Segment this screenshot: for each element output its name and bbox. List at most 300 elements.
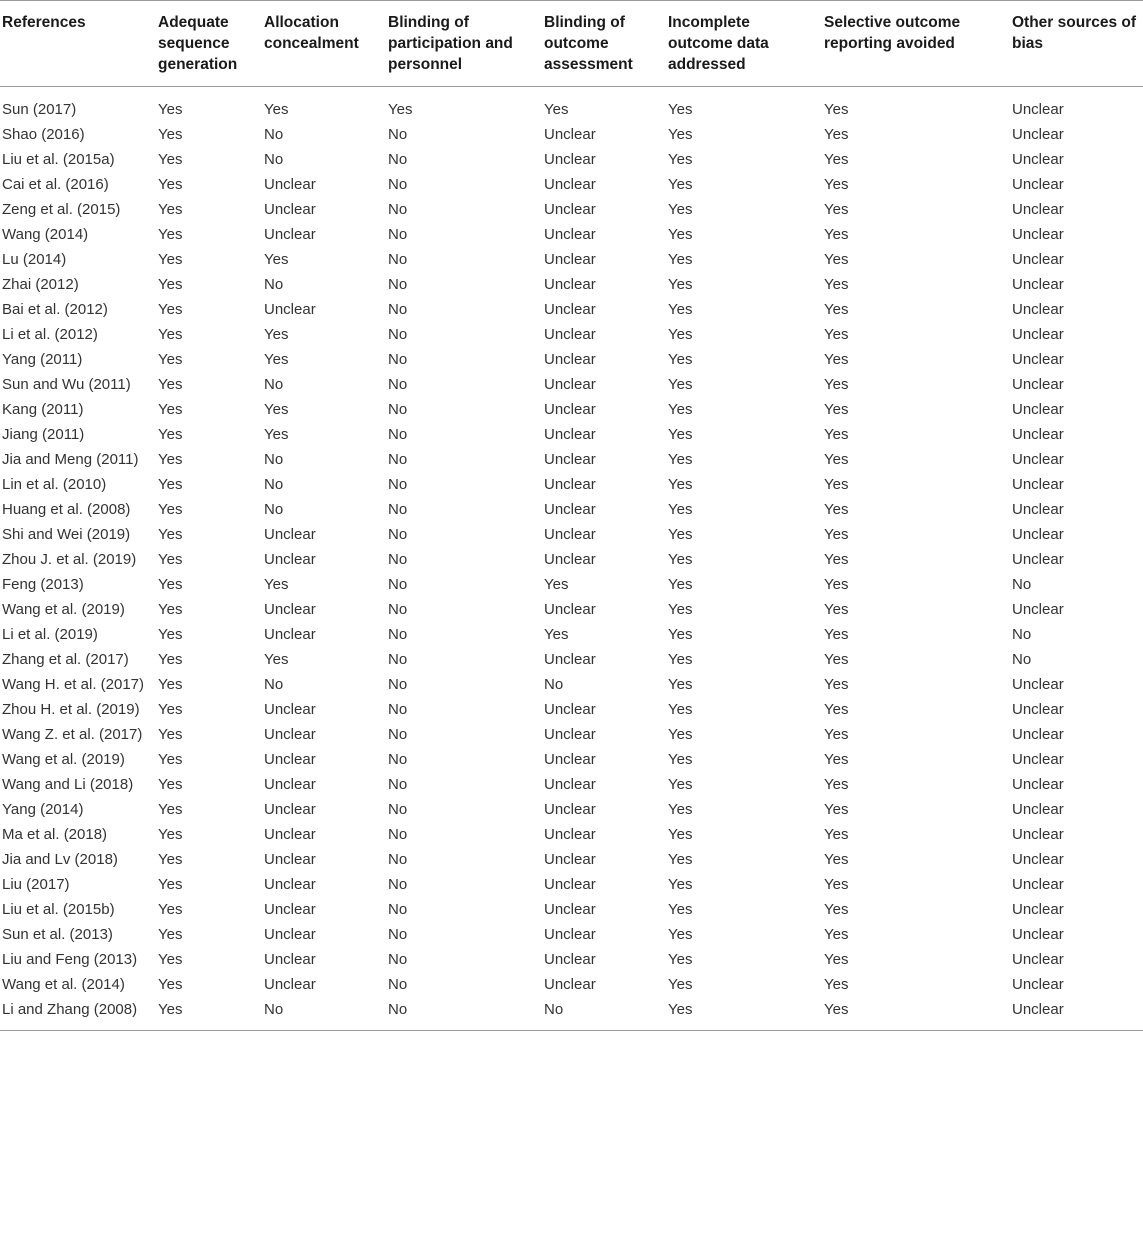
assessment-cell: Yes xyxy=(824,301,849,318)
table-row xyxy=(0,297,1143,322)
reference-cell: Wang et al. (2014) xyxy=(2,976,125,993)
column-header: References xyxy=(0,1,156,87)
assessment-cell: No xyxy=(388,726,408,743)
assessment-cell: Yes xyxy=(668,526,693,543)
assessment-cell: Unclear xyxy=(544,501,596,518)
assessment-cell: Yes xyxy=(824,401,849,418)
assessment-cell: Unclear xyxy=(1012,476,1064,493)
assessment-cell: Unclear xyxy=(544,151,596,168)
table-row xyxy=(0,572,1143,597)
reference-cell: Zeng et al. (2015) xyxy=(2,201,121,218)
assessment-cell: Yes xyxy=(158,226,183,243)
assessment-cell: No xyxy=(388,651,408,668)
assessment-cell: Yes xyxy=(158,126,183,143)
assessment-cell: Yes xyxy=(824,101,849,118)
assessment-cell: Yes xyxy=(158,526,183,543)
assessment-cell: Yes xyxy=(158,151,183,168)
assessment-cell: Yes xyxy=(158,376,183,393)
assessment-cell: Unclear xyxy=(264,301,316,318)
assessment-cell: Unclear xyxy=(1012,801,1064,818)
assessment-cell: Yes xyxy=(824,726,849,743)
reference-cell: Huang et al. (2008) xyxy=(2,501,131,518)
table-row xyxy=(0,497,1143,522)
assessment-cell: Yes xyxy=(668,501,693,518)
reference-cell: Liu et al. (2015b) xyxy=(2,901,115,918)
assessment-cell: Unclear xyxy=(1012,526,1064,543)
assessment-cell: Yes xyxy=(668,676,693,693)
reference-cell: Cai et al. (2016) xyxy=(2,176,109,193)
assessment-cell: Yes xyxy=(158,101,183,118)
assessment-cell: Unclear xyxy=(1012,276,1064,293)
reference-cell: Sun et al. (2013) xyxy=(2,926,113,943)
assessment-cell: Unclear xyxy=(544,951,596,968)
column-header: Blinding of outcome assessment xyxy=(542,1,666,87)
assessment-cell: Yes xyxy=(824,976,849,993)
assessment-cell: Yes xyxy=(668,776,693,793)
assessment-cell: Unclear xyxy=(1012,351,1064,368)
assessment-cell: Unclear xyxy=(1012,501,1064,518)
assessment-cell: Yes xyxy=(668,601,693,618)
table-row xyxy=(0,422,1143,447)
assessment-cell: Unclear xyxy=(1012,751,1064,768)
assessment-cell: No xyxy=(388,401,408,418)
assessment-cell: No xyxy=(388,251,408,268)
assessment-cell: Yes xyxy=(668,401,693,418)
assessment-cell: No xyxy=(388,126,408,143)
table-row xyxy=(0,847,1143,872)
assessment-cell: Unclear xyxy=(1012,451,1064,468)
assessment-cell: Yes xyxy=(158,201,183,218)
assessment-cell: Yes xyxy=(264,651,289,668)
assessment-cell: Yes xyxy=(824,826,849,843)
table-row xyxy=(0,747,1143,772)
assessment-cell: Unclear xyxy=(544,451,596,468)
assessment-cell: Unclear xyxy=(1012,901,1064,918)
assessment-cell: Yes xyxy=(668,451,693,468)
assessment-cell: Yes xyxy=(158,476,183,493)
table-row xyxy=(0,872,1143,897)
reference-cell: Wang et al. (2019) xyxy=(2,751,125,768)
reference-cell: Zhou H. et al. (2019) xyxy=(2,701,140,718)
assessment-cell: Yes xyxy=(158,451,183,468)
assessment-cell: No xyxy=(388,801,408,818)
assessment-cell: Yes xyxy=(824,176,849,193)
assessment-cell: Yes xyxy=(824,576,849,593)
assessment-cell: No xyxy=(388,626,408,643)
assessment-cell: Yes xyxy=(158,651,183,668)
assessment-cell: Unclear xyxy=(264,976,316,993)
assessment-cell: Yes xyxy=(158,251,183,268)
table-body xyxy=(0,87,1143,1031)
assessment-cell: Yes xyxy=(158,876,183,893)
assessment-cell: Yes xyxy=(668,151,693,168)
assessment-cell: Unclear xyxy=(1012,101,1064,118)
assessment-cell: Yes xyxy=(824,151,849,168)
assessment-cell: Yes xyxy=(824,751,849,768)
table-row xyxy=(0,772,1143,797)
reference-cell: Li and Zhang (2008) xyxy=(0,997,156,1031)
reference-cell: Feng (2013) xyxy=(2,576,84,593)
assessment-cell: Unclear xyxy=(544,351,596,368)
table-row xyxy=(0,647,1143,672)
assessment-cell: Yes xyxy=(824,351,849,368)
assessment-cell: Unclear xyxy=(544,826,596,843)
assessment-cell: No xyxy=(388,176,408,193)
assessment-cell: Yes xyxy=(668,801,693,818)
assessment-cell: No xyxy=(388,676,408,693)
table-row xyxy=(0,347,1143,372)
table-row xyxy=(0,522,1143,547)
assessment-cell: Yes xyxy=(158,701,183,718)
reference-cell: Shao (2016) xyxy=(2,126,85,143)
assessment-cell: Yes xyxy=(824,776,849,793)
assessment-cell: Yes xyxy=(158,176,183,193)
assessment-cell: Yes xyxy=(668,926,693,943)
assessment-cell: Yes xyxy=(824,226,849,243)
assessment-cell: Yes xyxy=(668,651,693,668)
reference-cell: Li et al. (2012) xyxy=(2,326,98,343)
assessment-cell: Yes xyxy=(544,576,569,593)
assessment-cell: Unclear xyxy=(264,826,316,843)
assessment-cell: Unclear xyxy=(1012,776,1064,793)
assessment-cell: No xyxy=(388,476,408,493)
assessment-cell: Unclear xyxy=(1012,326,1064,343)
assessment-cell: Yes xyxy=(158,801,183,818)
assessment-cell: Yes xyxy=(668,976,693,993)
assessment-cell: Yes xyxy=(824,551,849,568)
assessment-cell: Unclear xyxy=(544,376,596,393)
assessment-cell: No xyxy=(388,451,408,468)
reference-cell: Zhou J. et al. (2019) xyxy=(2,551,137,568)
assessment-cell: Yes xyxy=(824,251,849,268)
assessment-cell: Yes xyxy=(158,776,183,793)
assessment-cell: Yes xyxy=(668,426,693,443)
reference-cell: Bai et al. (2012) xyxy=(2,301,108,318)
assessment-cell: Yes xyxy=(158,401,183,418)
reference-cell: Wang Z. et al. (2017) xyxy=(2,726,143,743)
assessment-cell: No xyxy=(386,997,542,1031)
column-header: Allocation concealment xyxy=(262,1,386,87)
table-row xyxy=(0,247,1143,272)
assessment-cell: Yes xyxy=(158,951,183,968)
assessment-cell: No xyxy=(388,351,408,368)
assessment-cell: Unclear xyxy=(1012,251,1064,268)
assessment-cell: No xyxy=(388,851,408,868)
assessment-cell: No xyxy=(388,951,408,968)
assessment-cell: Unclear xyxy=(1010,997,1143,1031)
assessment-cell: Unclear xyxy=(544,776,596,793)
assessment-cell: Unclear xyxy=(1012,176,1064,193)
assessment-cell: Unclear xyxy=(544,851,596,868)
reference-cell: Jia and Meng (2011) xyxy=(2,451,139,468)
table-row xyxy=(0,447,1143,472)
assessment-cell: No xyxy=(388,751,408,768)
assessment-cell: Unclear xyxy=(1012,151,1064,168)
assessment-cell: Unclear xyxy=(1012,301,1064,318)
table-row xyxy=(0,547,1143,572)
assessment-cell: Yes xyxy=(824,851,849,868)
assessment-cell: Unclear xyxy=(544,601,596,618)
assessment-cell: Yes xyxy=(264,101,289,118)
reference-cell: Liu et al. (2015a) xyxy=(2,151,115,168)
assessment-cell: No xyxy=(1012,576,1032,593)
assessment-cell: Unclear xyxy=(544,126,596,143)
reference-cell: Ma et al. (2018) xyxy=(2,826,108,843)
assessment-cell: Yes xyxy=(158,501,183,518)
assessment-cell: Unclear xyxy=(264,551,316,568)
assessment-cell: Unclear xyxy=(1012,726,1064,743)
assessment-cell: Yes xyxy=(824,676,849,693)
assessment-cell: Unclear xyxy=(264,951,316,968)
reference-cell: Wang et al. (2019) xyxy=(2,601,125,618)
table-row xyxy=(0,122,1143,147)
assessment-cell: Yes xyxy=(824,376,849,393)
assessment-cell: Yes xyxy=(824,126,849,143)
assessment-cell: No xyxy=(264,126,284,143)
table-row xyxy=(0,597,1143,622)
table-row xyxy=(0,972,1143,997)
assessment-cell: Yes xyxy=(264,401,289,418)
table-row xyxy=(0,897,1143,922)
assessment-cell: Unclear xyxy=(544,901,596,918)
assessment-cell: Yes xyxy=(824,201,849,218)
assessment-cell: Yes xyxy=(822,997,1010,1031)
assessment-cell: Yes xyxy=(824,651,849,668)
assessment-cell: Unclear xyxy=(264,801,316,818)
assessment-cell: No xyxy=(388,901,408,918)
reference-cell: Zhang et al. (2017) xyxy=(2,651,129,668)
table-row xyxy=(0,372,1143,397)
assessment-cell: Yes xyxy=(264,326,289,343)
assessment-cell: No xyxy=(264,276,284,293)
assessment-cell: No xyxy=(264,476,284,493)
assessment-cell: No xyxy=(388,976,408,993)
reference-cell: Lin et al. (2010) xyxy=(2,476,107,493)
assessment-cell: No xyxy=(542,997,666,1031)
assessment-cell: Unclear xyxy=(544,701,596,718)
table-row xyxy=(0,397,1143,422)
assessment-cell: No xyxy=(388,701,408,718)
assessment-cell: Unclear xyxy=(1012,226,1064,243)
assessment-cell: Yes xyxy=(668,626,693,643)
assessment-cell: Yes xyxy=(824,926,849,943)
assessment-cell: Unclear xyxy=(1012,951,1064,968)
assessment-cell: Unclear xyxy=(1012,401,1064,418)
assessment-cell: Yes xyxy=(668,101,693,118)
assessment-cell: Unclear xyxy=(544,251,596,268)
reference-cell: Li et al. (2019) xyxy=(2,626,98,643)
reference-cell: Yang (2011) xyxy=(2,351,83,368)
assessment-cell: No xyxy=(388,376,408,393)
assessment-cell: Yes xyxy=(824,476,849,493)
table-row xyxy=(0,87,1143,123)
table-row xyxy=(0,272,1143,297)
reference-cell: Sun and Wu (2011) xyxy=(2,376,131,393)
assessment-cell: Unclear xyxy=(1012,926,1064,943)
assessment-cell: Yes xyxy=(264,251,289,268)
assessment-cell: Yes xyxy=(158,851,183,868)
assessment-cell: Unclear xyxy=(1012,701,1064,718)
assessment-cell: Yes xyxy=(824,901,849,918)
assessment-cell: Yes xyxy=(668,901,693,918)
assessment-cell: No xyxy=(264,501,284,518)
reference-cell: Yang (2014) xyxy=(2,801,84,818)
table-row xyxy=(0,672,1143,697)
assessment-cell: Yes xyxy=(668,176,693,193)
assessment-cell: Unclear xyxy=(544,726,596,743)
assessment-cell: Yes xyxy=(824,801,849,818)
assessment-cell: Unclear xyxy=(264,751,316,768)
assessment-cell: Unclear xyxy=(544,326,596,343)
assessment-cell: Unclear xyxy=(544,751,596,768)
assessment-cell: Yes xyxy=(388,101,413,118)
reference-cell: Liu (2017) xyxy=(2,876,70,893)
assessment-cell: Yes xyxy=(158,351,183,368)
assessment-cell: Yes xyxy=(158,751,183,768)
column-header: Other sources of bias xyxy=(1010,1,1143,87)
reference-cell: Shi and Wei (2019) xyxy=(2,526,131,543)
assessment-cell: Yes xyxy=(824,876,849,893)
assessment-cell: No xyxy=(388,526,408,543)
assessment-cell: Yes xyxy=(668,851,693,868)
reference-cell: Wang H. et al. (2017) xyxy=(2,676,145,693)
assessment-cell: Yes xyxy=(158,576,183,593)
assessment-cell: Yes xyxy=(544,626,569,643)
assessment-cell: Yes xyxy=(158,926,183,943)
assessment-cell: Yes xyxy=(824,451,849,468)
assessment-cell: Unclear xyxy=(1012,126,1064,143)
assessment-cell: No xyxy=(388,276,408,293)
assessment-cell: No xyxy=(388,501,408,518)
assessment-cell: No xyxy=(1012,651,1032,668)
assessment-cell: Unclear xyxy=(264,901,316,918)
assessment-cell: Yes xyxy=(544,101,569,118)
table-row xyxy=(0,697,1143,722)
assessment-cell: Unclear xyxy=(544,551,596,568)
column-header: Blinding of participation and personnel xyxy=(386,1,542,87)
assessment-cell: Yes xyxy=(668,551,693,568)
table-row xyxy=(0,997,1143,1031)
assessment-cell: Yes xyxy=(158,901,183,918)
assessment-cell: No xyxy=(262,997,386,1031)
assessment-cell: Unclear xyxy=(544,226,596,243)
assessment-cell: No xyxy=(388,326,408,343)
assessment-cell: Unclear xyxy=(1012,676,1064,693)
assessment-cell: Yes xyxy=(668,876,693,893)
reference-cell: Jia and Lv (2018) xyxy=(2,851,118,868)
assessment-cell: Yes xyxy=(668,351,693,368)
assessment-cell: Unclear xyxy=(264,226,316,243)
assessment-cell: Yes xyxy=(158,626,183,643)
assessment-cell: Yes xyxy=(668,476,693,493)
assessment-cell: Unclear xyxy=(264,926,316,943)
assessment-cell: Unclear xyxy=(1012,376,1064,393)
reference-cell: Lu (2014) xyxy=(2,251,67,268)
assessment-cell: Yes xyxy=(264,351,289,368)
reference-cell: Jiang (2011) xyxy=(2,426,85,443)
assessment-cell: Yes xyxy=(668,226,693,243)
assessment-cell: Unclear xyxy=(544,926,596,943)
reference-cell: Wang and Li (2018) xyxy=(2,776,134,793)
column-header: Adequate sequence generation xyxy=(156,1,262,87)
assessment-cell: Yes xyxy=(824,501,849,518)
assessment-cell: No xyxy=(388,551,408,568)
assessment-cell: No xyxy=(388,151,408,168)
assessment-cell: Yes xyxy=(158,676,183,693)
assessment-cell: Yes xyxy=(156,997,262,1031)
assessment-cell: Yes xyxy=(824,526,849,543)
assessment-cell: Unclear xyxy=(264,176,316,193)
assessment-cell: Yes xyxy=(824,426,849,443)
table-row xyxy=(0,947,1143,972)
assessment-cell: Unclear xyxy=(1012,876,1064,893)
assessment-cell: No xyxy=(388,776,408,793)
assessment-cell: No xyxy=(388,201,408,218)
reference-cell: Kang (2011) xyxy=(2,401,84,418)
assessment-cell: Yes xyxy=(668,276,693,293)
assessment-cell: Unclear xyxy=(544,176,596,193)
table-row xyxy=(0,322,1143,347)
assessment-cell: No xyxy=(388,301,408,318)
assessment-cell: Unclear xyxy=(264,851,316,868)
assessment-cell: Unclear xyxy=(264,201,316,218)
assessment-cell: No xyxy=(388,426,408,443)
assessment-cell: Yes xyxy=(158,726,183,743)
table-row xyxy=(0,622,1143,647)
assessment-cell: Yes xyxy=(264,576,289,593)
assessment-cell: Yes xyxy=(158,826,183,843)
assessment-cell: Unclear xyxy=(1012,851,1064,868)
assessment-cell: Yes xyxy=(824,326,849,343)
table-row xyxy=(0,472,1143,497)
column-header: Selective outcome reporting avoided xyxy=(822,1,1010,87)
assessment-cell: Unclear xyxy=(264,876,316,893)
assessment-cell: Yes xyxy=(668,951,693,968)
assessment-cell: Unclear xyxy=(544,801,596,818)
assessment-cell: Yes xyxy=(668,201,693,218)
assessment-cell: Unclear xyxy=(264,526,316,543)
assessment-cell: Unclear xyxy=(1012,551,1064,568)
assessment-cell: No xyxy=(264,676,284,693)
assessment-cell: Yes xyxy=(158,601,183,618)
assessment-cell: No xyxy=(388,601,408,618)
reference-cell: Zhai (2012) xyxy=(2,276,79,293)
table-row xyxy=(0,797,1143,822)
assessment-cell: No xyxy=(388,876,408,893)
reference-cell: Wang (2014) xyxy=(2,226,89,243)
assessment-cell: Unclear xyxy=(264,601,316,618)
assessment-cell: Unclear xyxy=(544,476,596,493)
assessment-cell: Unclear xyxy=(544,301,596,318)
assessment-cell: Yes xyxy=(158,276,183,293)
assessment-cell: Yes xyxy=(158,326,183,343)
assessment-cell: Yes xyxy=(668,326,693,343)
assessment-cell: Yes xyxy=(158,301,183,318)
assessment-cell: Yes xyxy=(264,426,289,443)
assessment-cell: Yes xyxy=(824,701,849,718)
reference-cell: Liu and Feng (2013) xyxy=(2,951,138,968)
assessment-cell: Unclear xyxy=(544,276,596,293)
reference-cell: Sun (2017) xyxy=(2,101,77,118)
assessment-cell: Yes xyxy=(668,301,693,318)
assessment-cell: Yes xyxy=(824,601,849,618)
assessment-cell: Unclear xyxy=(1012,201,1064,218)
assessment-cell: No xyxy=(264,151,284,168)
assessment-cell: Unclear xyxy=(544,876,596,893)
assessment-cell: Unclear xyxy=(1012,601,1064,618)
assessment-cell: Yes xyxy=(668,376,693,393)
table-row xyxy=(0,147,1143,172)
